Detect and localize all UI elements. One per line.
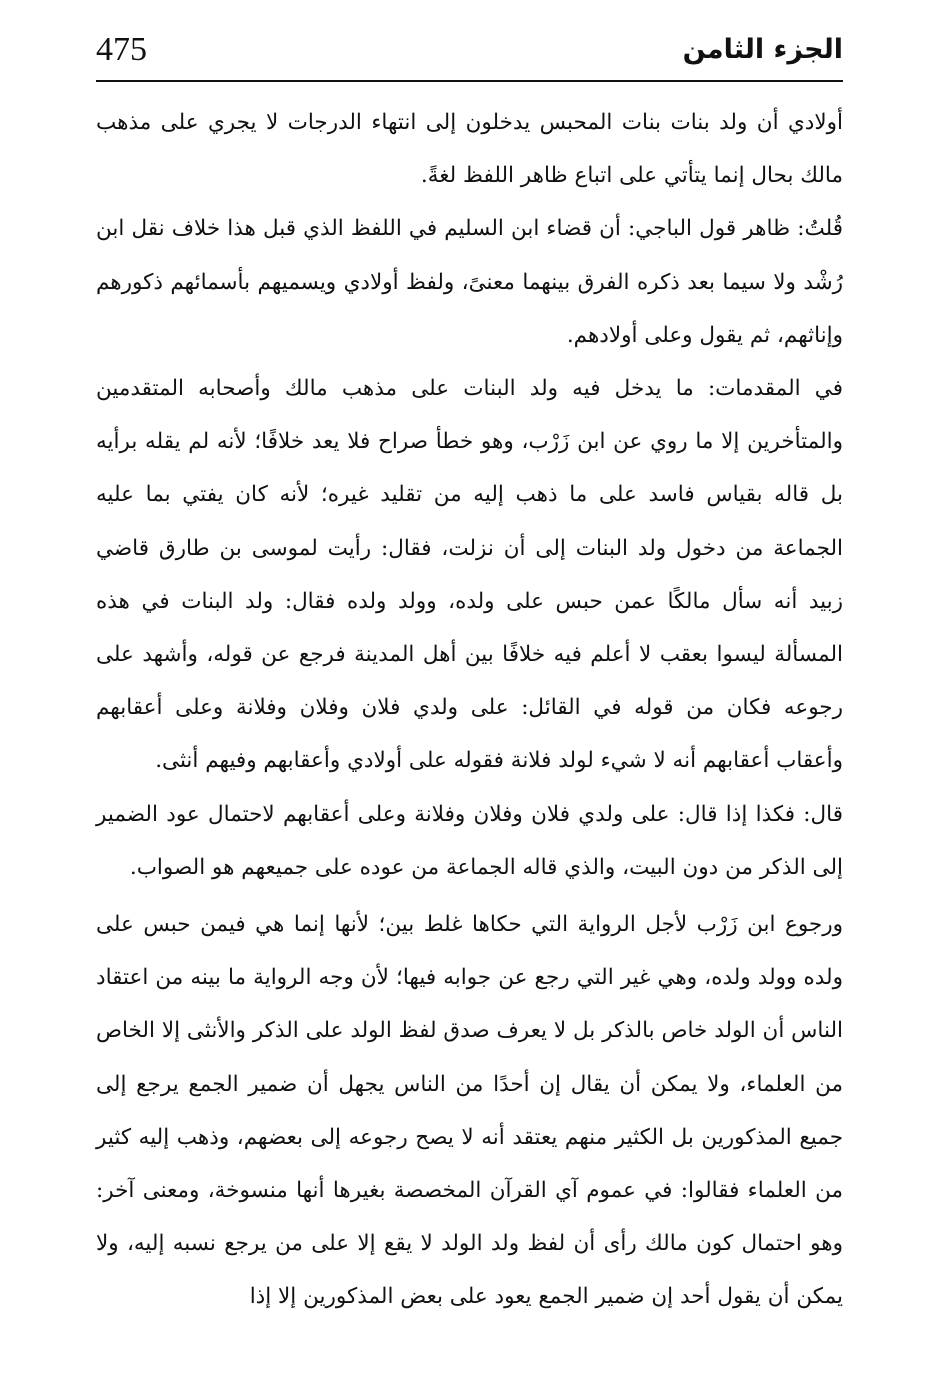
paragraph-4: قال: فكذا إذا قال: على ولدي فلان وفلان وفلانة وعلى أعقابهم لاحتمال عود الضمير إلى الذكر من دون البيت، والذي قاله الجماعة من عوده على جميعهم هو الصواب. [96, 801, 843, 880]
paragraph-3: في المقدمات: ما يدخل فيه ولد البنات على مذهب مالك وأصحابه المتقدمين والمتأخرين إلا ما روي عن ابن زَرْب، وهو خطأ صراح فلا يعد خلافًا؛ لأنه لم يقله برأيه بل قاله بقياس فاسد على ما ذهب إليه من تقليد غيره؛ لأنه كان يفتي بما عليه الجماعة من دخول ولد البنات إلى أن نزلت، فقال: رأيت لموسى بن طارق قاضي زبيد أنه سأل مالكًا عمن حبس على ولده، وولد ولده فقال: ولد البنات في هذه المسألة ليسوا بعقب لا أعلم فيه خلافًا بين أهل المدينة فرجع عن قوله، وأشهد على رجوعه فكان من قوله في القائل: على ولدي فلان وفلان وفلانة وعلى أعقابهم وأعقاب أعقابهم أنه لا شيء لولد فلانة فقوله على أولادي وأعقابهم وفيهم أنثى. [96, 376, 843, 774]
paragraph-1: أولادي أن ولد بنات بنات المحبس يدخلون إلى انتهاء الدرجات لا يجري على مذهب مالك بحال إنما يتأتي على اتباع ظاهر اللفظ لغةً. [96, 110, 843, 189]
header-rule [96, 80, 843, 82]
page-number: 475 [96, 31, 147, 68]
paragraph-5: ورجوع ابن زَرْب لأجل الرواية التي حكاها غلط بين؛ لأنها إنما هي فيمن حبس على ولده وولد ولده، وهي غير التي رجع عن جوابه فيها؛ لأن وجه الرواية ما بينه من اعتقاد الناس أن الولد خاص بالذكر بل لا يعرف صدق لفظ الولد على الذكر والأنثى إلا الخاص من العلماء، ولا يمكن أن يقال إن أحدًا من الناس يجهل أن ضمير الجمع يرجع إلى جميع المذكورين بل الكثير منهم يعتقد أنه لا يصح رجوعه إلى بعضهم، وذهب إليه كثير من العلماء فقالوا: في عموم آي القرآن المخصصة بغيرها أنها منسوخة، ومعنى آخر: وهو احتمال كون مالك رأى أن لفظ ولد الولد لا يقع إلا على من يرجع نسبه إليه، ولا يمكن أن يقول أحد إن ضمير الجمع يعود على بعض المذكورين إلا إذا [96, 912, 843, 1310]
body-text [96, 96, 843, 1324]
page-header [96, 28, 843, 78]
running-title: الجزء الثامن [682, 34, 843, 65]
paragraph-2: قُلتُ: ظاهر قول الباجي: أن قضاء ابن السليم في اللفظ الذي قبل هذا خلاف نقل ابن رُشْد ولا سيما بعد ذكره الفرق بينهما معنىً، ولفظ أولادي ويسميهم بأسمائهم ذكورهم وإناثهم، ثم يقول وعلى أولادهم. [96, 216, 843, 348]
